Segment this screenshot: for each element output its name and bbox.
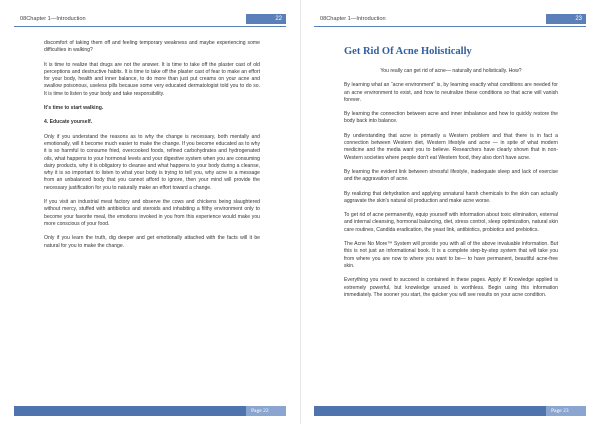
left-paragraph-2: It is time to realize that drugs are not the answer. It is time to take off the plaster cast of old perceptions and destructive habits. It is time to take off the plaster cast of fear to make an effort for your body, health and inner balance, to do more than just put creams on your acne and swallow poisonous, useless pills because some very educated dermatologist told you to do so. It is time to listen to your body and take responsibility. (44, 61, 260, 97)
right-page-body (344, 68, 558, 306)
right-paragraph-7: To get rid of acne permanently, equip yourself with information about toxic elimination, external and internal cleansing, hormonal balancing, diet, stress control, sleep optimization, natural skin care routines, Candida eradication, the yeast link, antibiotics, probiotics and prebiotics. (344, 212, 558, 233)
left-footer-page-number: Page 22 (246, 406, 286, 416)
left-paragraph-6: If you visit an industrial meat factory and observe the cows and chickens being slaughtered without mercy, stuffed with antibiotics and steroids and inhabiting a filthy environment only to become your favorite meal, the emotions invoked in you from this experience would make you more conscious of your food. (44, 199, 260, 227)
right-header-page-number: 23 (546, 14, 586, 24)
section-heading: Get Rid Of Acne Holistically (344, 46, 472, 57)
right-paragraph-2: By learning what an “acne environment” is, by learning exactly what conditions are needed for an acne environment to exist, and how to neutralize these conditions so that acne will vanish forever. (344, 82, 558, 103)
left-page-footer (14, 406, 286, 416)
left-page-body (44, 40, 260, 257)
right-paragraph-6: By realizing that dehydration and applying unnatural harsh chemicals to the skin can actually aggravate the skin's natural oil production and make acne worse. (344, 190, 558, 204)
left-paragraph-7: Only if you learn the truth, dig deeper and get emotionally attached with the facts will it be natural for you to make the change. (44, 235, 260, 249)
right-page-footer (314, 406, 586, 416)
left-header-title: 08Chapter 1—Introduction (20, 16, 86, 22)
left-header-rule (14, 26, 286, 27)
left-paragraph-5: Only if you understand the reasons as to why the change is necessary, both mentally and emotionally, will it become much easier to make the change. If you become educated as to why it is so harmful to consume fried, overcooked foods, refined carbohydrates and hydrogenated oils, what happens to your hormonal levels and your digestive system when you are consuming dairy products, why it is obligatory to cleanse and what happens to your body during a cleanse, why it is so important to listen to what your body is trying to tell you, why acne is a message from an unbalanced body that you cannot afford to ignore, then your mind will provide the necessary justification for you to naturally make an effort toward a change. (44, 133, 260, 191)
right-page-header (314, 14, 586, 25)
left-step-heading: 4. Educate yourself. (44, 119, 93, 126)
left-page-header (14, 14, 286, 25)
right-page (300, 0, 600, 424)
right-paragraph-8: The Acne No More™ System will provide you with all of the above invaluable information. But this is not just an informational book. It is a complete step-by-step system that will take you from where you are now to where you want to be— to have permanent, beautiful acne-free skin. (344, 241, 558, 269)
right-paragraph-5: By learning the evident link between stressful lifestyle, inadequate sleep and lack of exercise and the aggravation of acne. (344, 168, 558, 183)
left-paragraph-3: It's time to start walking. (44, 105, 104, 112)
right-paragraph-3: By learning the connection between acne and inner imbalance and how to quickly restore the body back into balance. (344, 111, 558, 125)
left-paragraph-1: discomfort of taking them off and feeling temporary weakness and maybe experiencing some difficulties in walking? (44, 40, 260, 54)
right-header-rule (314, 26, 586, 27)
right-header-title: 08Chapter 1—Introduction (320, 16, 386, 22)
left-header-page-number: 22 (246, 14, 286, 24)
right-footer-page-number: Page 23 (546, 406, 586, 416)
right-paragraph-1: You really can get rid of acne— naturally and holistically. How? (380, 68, 522, 74)
right-paragraph-9: Everything you need to succeed is contained in these pages. Apply it! Knowledge applied is extremely powerful, but knowledge unused is worthless. Begin using this information immediately. The sooner you start, the quicker you will see results on your acne condition. (344, 277, 558, 298)
right-paragraph-4: By understanding that acne is primarily a Western problem and that there is in fact a connection between Western diet, Western lifestyle and acne — in spite of what modern medicine and the media want you to believe. Researchers have clearly shown that in non-Western societies where people don't eat Western food, they also don't have acne. (344, 132, 558, 161)
